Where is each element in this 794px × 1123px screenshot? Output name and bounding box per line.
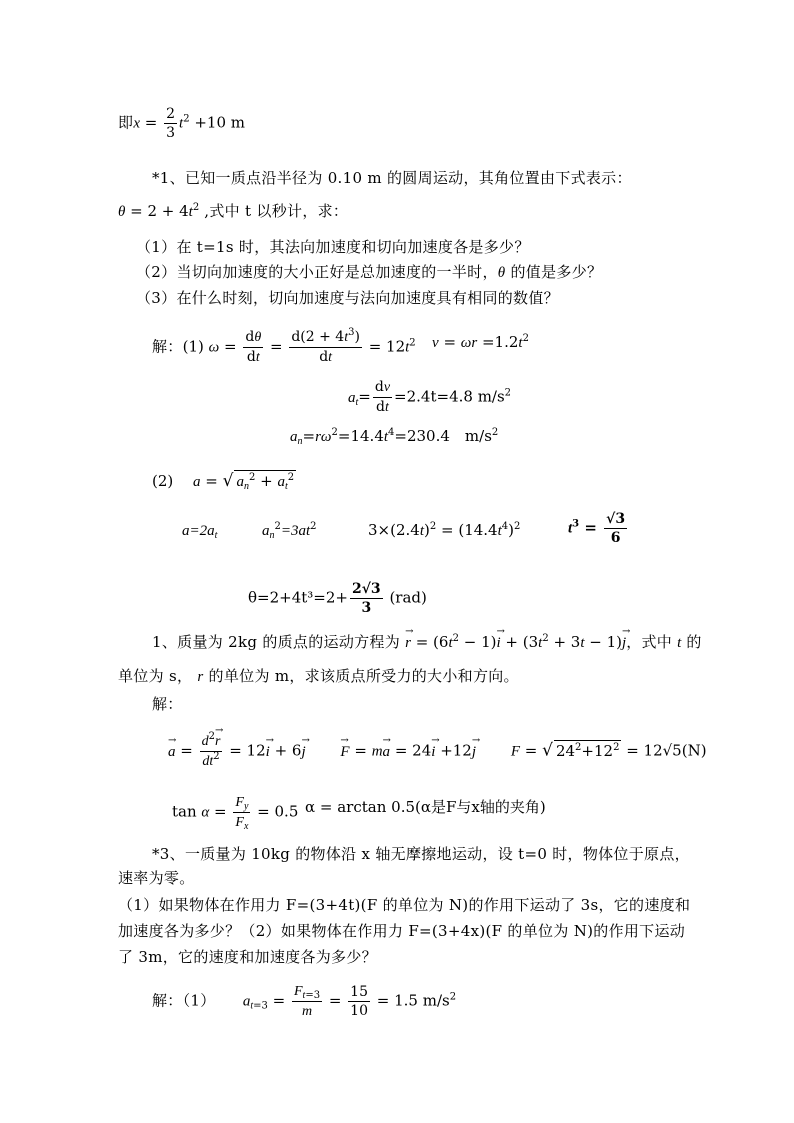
problem1-q1: （1）在 t=1s 时，其法向加速度和切向加速度各是多少？ bbox=[136, 238, 530, 256]
velocity-result: =1.2 bbox=[477, 333, 519, 351]
problem2-line2-b: 的单位为 m，求该质点所受力的大小和方向。 bbox=[203, 667, 519, 685]
problem2-line2-a: 单位为 s， bbox=[118, 667, 198, 685]
problem3-result: = 1.5 m/s bbox=[372, 991, 450, 1010]
var-x: x bbox=[133, 115, 140, 132]
problem2-solution-label: 解： bbox=[152, 695, 183, 713]
problem1-q3: （3）在什么时刻，切向加速度与法向加速度具有相同的数值？ bbox=[136, 289, 559, 307]
problem1-intro: *1、已知一质点沿半径为 0.10 m 的圆周运动，其角位置由下式表示： bbox=[152, 169, 632, 187]
problem2-accel-force-line: → a = $\frac{d^2\to r}{dt^2}$ = 12→ i + 6→ j → F = m→ a = 24→ i +12→ j F = √ $24^2+12^2 = 12√5(N)$ bbox=[168, 732, 707, 771]
frac-2sqrt3-3: $\frac{2√3}{3}$ bbox=[351, 581, 381, 616]
solution1-label: 解： bbox=[152, 337, 183, 356]
intro-result-line: 即x = $\frac{2}{3}$ $t^2 +10$ m bbox=[118, 106, 245, 141]
force-magnitude: = 12√5(N) bbox=[621, 741, 707, 760]
problem3-line1: *3、一质量为 10kg 的物体沿 x 轴无摩擦地运动，设 t=0 时，物体位于原点， bbox=[152, 845, 690, 863]
frac-dexpr-dt: $\frac{d(2 + 4t^3)}{dt}$ bbox=[291, 327, 360, 365]
problem1-formula-suffix: ,式中 t 以秒计，求： bbox=[199, 202, 349, 220]
problem2-line2: 单位为 s， r 的单位为 m，求该质点所受力的大小和方向。 bbox=[118, 667, 519, 685]
problem3-line2: 速率为零。 bbox=[118, 869, 195, 887]
problem1-q2: （2）当切向加速度的大小正好是总加速度的一半时，θ 的值是多少？ bbox=[136, 263, 603, 281]
problem3-solution-line: 解：（1） $a_{t=3}$ = $\frac{F_{t=3}}{m}$ = $\frac{15}{10}$ = 1.5 $m/s^2$ bbox=[152, 984, 457, 1019]
eq-an2-line: $a_n^2=3at^2$ bbox=[262, 521, 317, 541]
problem2-alpha-line: α = arctan 0.5(α是F与x轴的夹角) bbox=[305, 798, 546, 816]
theta-result: θ=2+4t³=2+ bbox=[248, 588, 348, 607]
problem2-intro-b: ，式中 bbox=[626, 633, 678, 651]
problem3-line5: 了 3m，它的速度和加速度各为多少？ bbox=[118, 948, 377, 966]
part2-label: (2) bbox=[152, 472, 174, 490]
problem2-intro-line: 1、质量为 2kg 的质点的运动方程为 → $r = (6t^2 - 1)\to i + (3t^2 + 3t - 1)\to j$，式中 t 的 bbox=[152, 632, 702, 653]
normal-accel-result2: =230.4 m/s bbox=[394, 427, 492, 445]
eq-3x-line: $3\times(2.4t)^2 = (14.4t^4)^2$ bbox=[368, 521, 521, 539]
problem2-intro-a: 1、质量为 2kg 的质点的运动方程为 bbox=[152, 633, 406, 651]
frac-ft3-m: $\frac{F_{t=3}}{m}$ bbox=[293, 984, 321, 1019]
result-rest: +10 m bbox=[194, 113, 245, 132]
q2-part-b: 的值是多少？ bbox=[505, 263, 603, 281]
frac-d2r-dt2: $\frac{d^2\to r}{dt^2}$ bbox=[200, 732, 223, 771]
problem3-line4: 加速度各为多少？（2）如果物体在作用力 F=(3+4x)(F 的单位为 N)的作用下运动 bbox=[118, 922, 686, 940]
normal-accel-line: $a_n=r\omega^2=14.4t^4=230.4$ $m/s^2$ bbox=[290, 427, 499, 447]
normal-accel-result: =14.4 bbox=[337, 427, 384, 445]
problem2-intro-c: 的 bbox=[681, 633, 702, 651]
q2-part-a: （2）当切向加速度的大小正好是总加速度的一半时， bbox=[136, 263, 498, 281]
eq-an2: =3a bbox=[280, 523, 306, 539]
solution1-omega-line: 解：(1) ω = $\frac{d\theta}{dt}$ = $\frac{d(2 + 4t^3)}{dt}$ = $12t^2$ bbox=[152, 327, 416, 365]
frac-fy-fx: $\frac{F_y}{F_x}$ bbox=[235, 795, 249, 832]
frac-dv-dt: $\frac{dv}{dt}$ bbox=[374, 379, 391, 415]
fraction-2-3: $\frac{2}{3}$ bbox=[166, 106, 176, 141]
eq-t3-line: $t^3$ = $\frac{√3}{6}$ bbox=[568, 511, 626, 546]
problem1-formula-line: $\theta = 2 + 4t^2$ ,式中 t 以秒计，求： bbox=[118, 202, 349, 220]
tangential-accel-result: =2.4t=4.8 m/s bbox=[394, 387, 505, 406]
tangential-accel-line: $a_t=$ $\frac{dv}{dt}$ =2.4t=4.8 $m/s^2$ bbox=[348, 379, 512, 415]
solution1-part1: (1) bbox=[182, 337, 204, 356]
eq-a-2at: a=2a bbox=[182, 523, 215, 539]
problem2-tan-line: tan α = $\frac{F_y}{F_x}$ = 0.5 bbox=[172, 795, 299, 832]
omega-result: = 12 bbox=[363, 337, 406, 356]
theta-unit: (rad) bbox=[384, 588, 427, 607]
theta-result-line bbox=[248, 580, 427, 617]
problem3-solution-label: 解：（1） bbox=[152, 991, 209, 1010]
tan-result: = 0.5 bbox=[252, 802, 299, 821]
frac-sqrt3-6: $\frac{√3}{6}$ bbox=[606, 511, 626, 546]
velocity-line: $\nu = \omega r =1.2t^2$ bbox=[432, 333, 529, 351]
frac-dtheta-dt: $\frac{d\theta}{dt}$ bbox=[245, 329, 262, 365]
eq-3x: 3×(2.4 bbox=[368, 521, 420, 539]
part2-magnitude-line: (2) a = √ $a_n^2 + a_t^2$ bbox=[152, 471, 295, 492]
frac-15-10: $\frac{15}{10}$ bbox=[350, 984, 368, 1019]
result-prefix: 即 bbox=[118, 113, 134, 132]
problem3-line3: （1）如果物体在作用力 F=(3+4t)(F 的单位为 N)的作用下运动了 3s，它的速度和 bbox=[118, 896, 691, 914]
part2-equations-line: $a=2a_t$ bbox=[182, 523, 218, 541]
